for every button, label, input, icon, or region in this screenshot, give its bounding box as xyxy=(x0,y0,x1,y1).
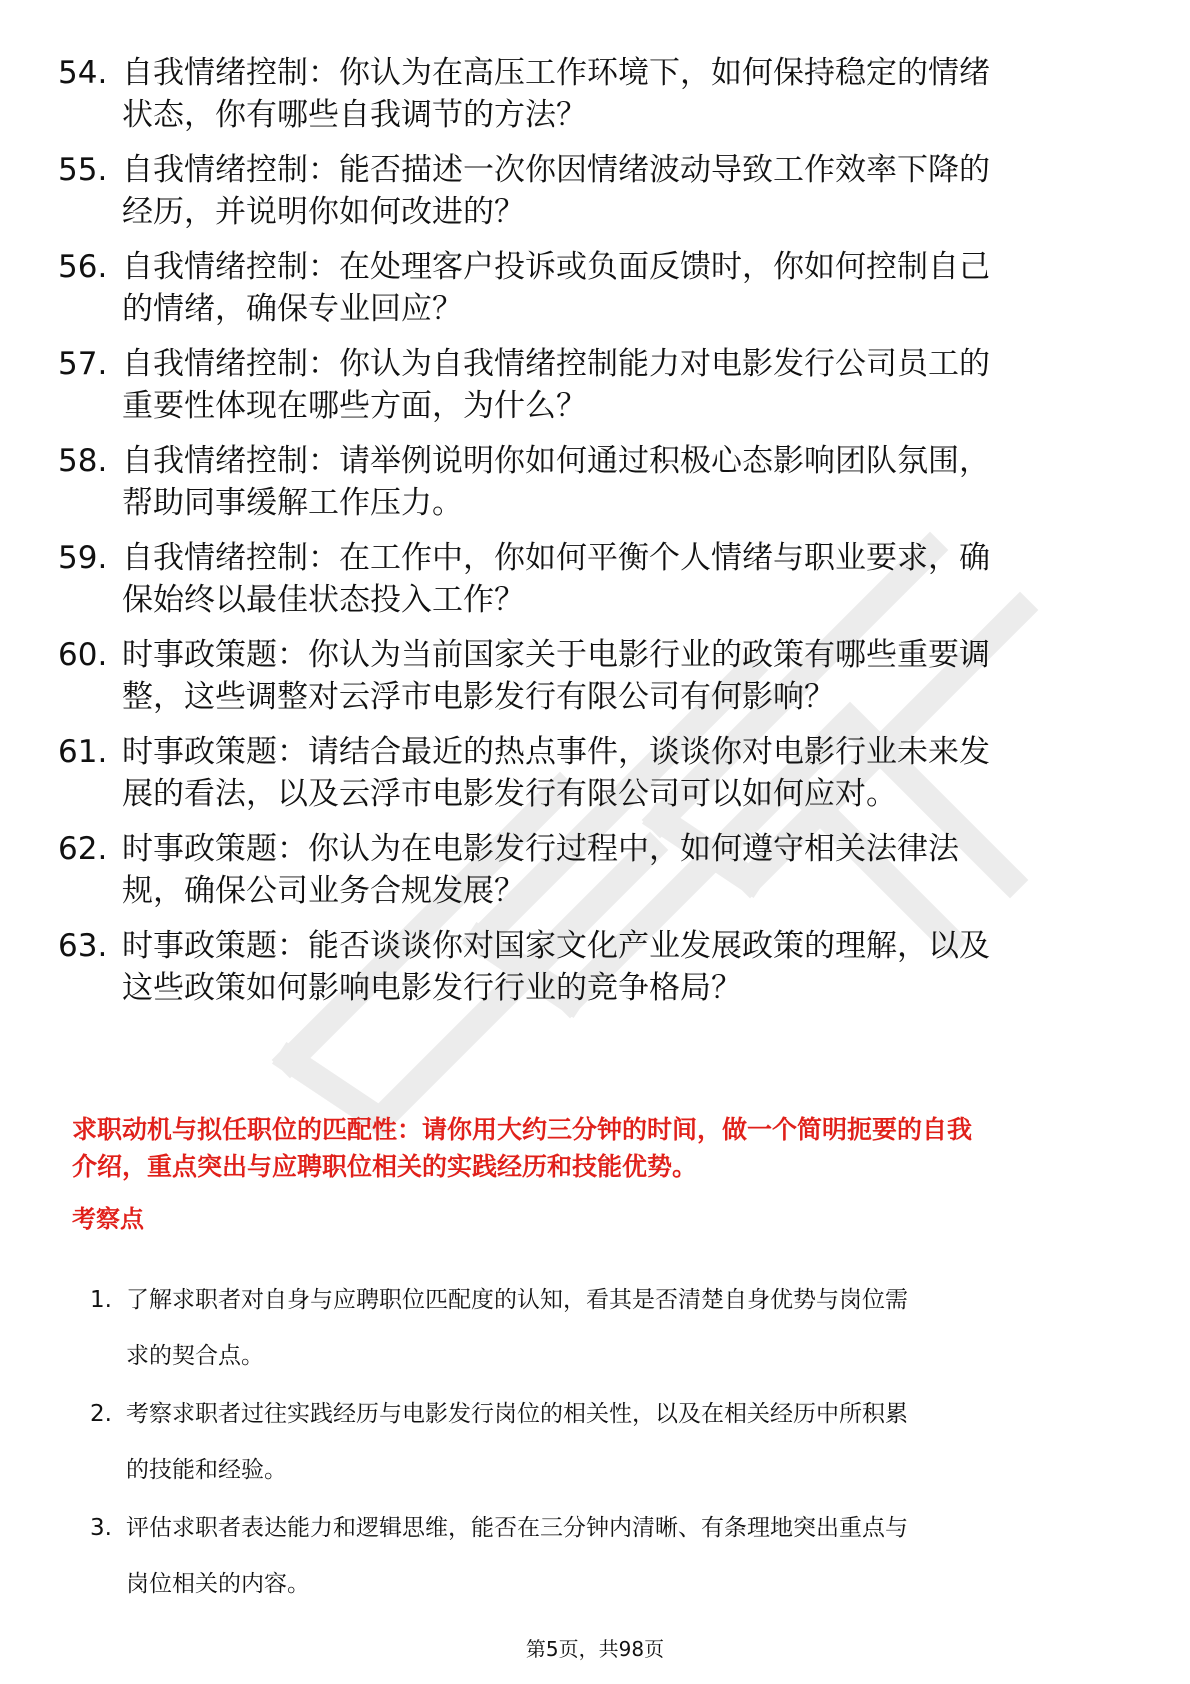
question-text: 自我情绪控制：能否描述一次你因情绪波动导致工作效率下降的 经历，并说明你如何改进的？ xyxy=(122,152,990,230)
question-item xyxy=(58,828,1133,912)
list-item xyxy=(90,1272,1130,1384)
question-item xyxy=(58,246,1133,330)
assessment-points-list xyxy=(90,1272,1130,1614)
question-text: 自我情绪控制：请举例说明你如何通过积极心态影响团队氛围， 帮助同事缓解工作压力。 xyxy=(122,443,990,521)
question-text: 自我情绪控制：你认为自我情绪控制能力对电影发行公司员工的 重要性体现在哪些方面，为什么？ xyxy=(122,346,990,424)
page-footer: 第5页，共98页 xyxy=(525,1637,665,1661)
section-subheading: 考察点 xyxy=(72,1205,144,1233)
list-item-text: 评估求职者表达能力和逻辑思维，能否在三分钟内清晰、有条理地突出重点与 岗位相关的内容。 xyxy=(126,1515,908,1597)
question-text: 时事政策题：你认为当前国家关于电影行业的政策有哪些重要调 整，这些调整对云浮市电影发行有限公司有何影响？ xyxy=(122,637,990,715)
question-item xyxy=(58,537,1133,621)
list-item-number: 2. xyxy=(90,1401,112,1427)
question-number: 57. xyxy=(58,346,108,382)
question-number: 60. xyxy=(58,637,108,673)
question-item xyxy=(58,149,1133,233)
list-item xyxy=(90,1386,1130,1498)
question-item xyxy=(58,52,1133,136)
question-number: 62. xyxy=(58,831,108,867)
question-number: 55. xyxy=(58,152,108,188)
question-item xyxy=(58,925,1133,1009)
question-list xyxy=(58,52,1133,1022)
question-number: 56. xyxy=(58,249,108,285)
question-number: 63. xyxy=(58,928,108,964)
question-text: 时事政策题：你认为在电影发行过程中，如何遵守相关法律法 规，确保公司业务合规发展？ xyxy=(122,831,959,909)
list-item-number: 1. xyxy=(90,1287,112,1313)
question-text: 自我情绪控制：在处理客户投诉或负面反馈时，你如何控制自己 的情绪，确保专业回应？ xyxy=(122,249,990,327)
section-heading: 求职动机与拟任职位的匹配性：请你用大约三分钟的时间，做一个简明扼要的自我 介绍，重点突出与应聘职位相关的实践经历和技能优势。 xyxy=(72,1115,973,1181)
question-item xyxy=(58,440,1133,524)
list-item xyxy=(90,1500,1130,1612)
question-item xyxy=(58,343,1133,427)
question-number: 58. xyxy=(58,443,108,479)
list-item-number: 3. xyxy=(90,1515,112,1541)
question-text: 自我情绪控制：在工作中，你如何平衡个人情绪与职业要求，确 保始终以最佳状态投入工作？ xyxy=(122,540,990,618)
question-number: 61. xyxy=(58,734,108,770)
question-text: 自我情绪控制：你认为在高压工作环境下，如何保持稳定的情绪 状态，你有哪些自我调节的方法？ xyxy=(122,55,990,133)
question-text: 时事政策题：请结合最近的热点事件，谈谈你对电影行业未来发 展的看法，以及云浮市电影发行有限公司可以如何应对。 xyxy=(122,734,990,812)
question-item xyxy=(58,731,1133,815)
question-number: 54. xyxy=(58,55,108,91)
list-item-text: 了解求职者对自身与应聘职位匹配度的认知，看其是否清楚自身优势与岗位需 求的契合点。 xyxy=(126,1287,908,1369)
question-number: 59. xyxy=(58,540,108,576)
question-text: 时事政策题：能否谈谈你对国家文化产业发展政策的理解，以及 这些政策如何影响电影发行行业的竞争格局？ xyxy=(122,928,990,1006)
list-item-text: 考察求职者过往实践经历与电影发行岗位的相关性，以及在相关经历中所积累 的技能和经验。 xyxy=(126,1401,908,1483)
question-item xyxy=(58,634,1133,718)
